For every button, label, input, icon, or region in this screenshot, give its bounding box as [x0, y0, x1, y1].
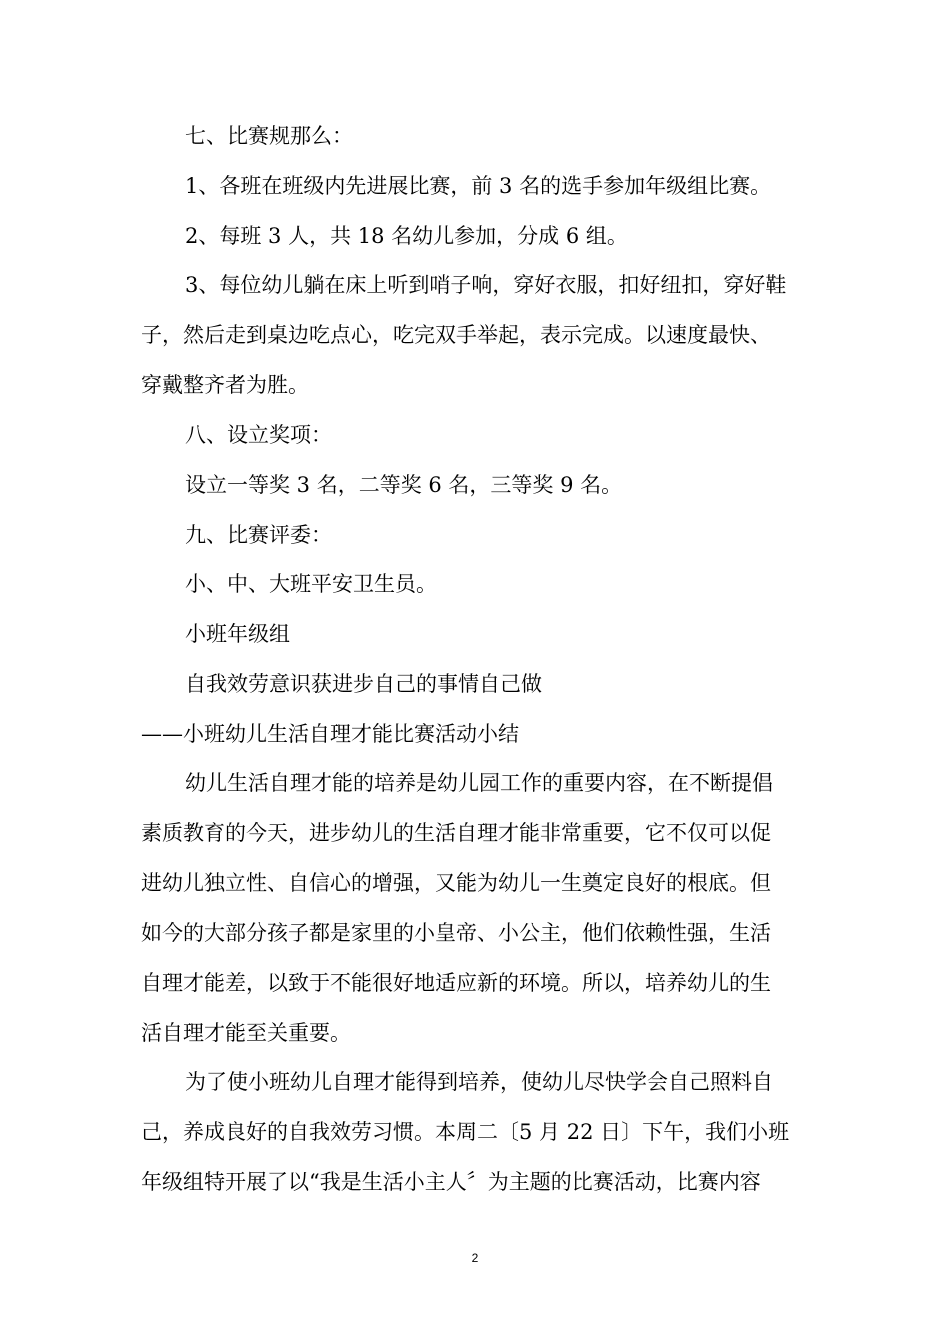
summary-title: 自我效劳意识获进步自己的事情自己做: [185, 672, 542, 696]
section-heading-awards: 八、设立奖项：: [185, 423, 332, 447]
paragraph-2-line-3: 年级组特开展了以“我是生活小主人〞为主题的比赛活动，比赛内容: [141, 1170, 761, 1194]
signature-group: 小班年级组: [185, 622, 290, 646]
awards-text: 设立一等奖 3 名，二等奖 6 名，三等奖 9 名。: [185, 473, 623, 497]
judges-text: 小、中、大班平安卫生员。: [185, 572, 437, 596]
paragraph-1-line-4: 如今的大部分孩子都是家里的小皇帝、小公主，他们依赖性强，生活: [141, 921, 771, 945]
rule-item-3-line-3: 穿戴整齐者为胜。: [141, 373, 309, 397]
rule-item-1: 1、各班在班级内先进展比赛，前 3 名的选手参加年级组比赛。: [185, 174, 772, 198]
rule-item-3-line-1: 3、每位幼儿躺在床上听到哨子响，穿好衣服，扣好纽扣，穿好鞋: [185, 273, 787, 297]
paragraph-1-line-6: 活自理才能至关重要。: [141, 1021, 351, 1045]
paragraph-2-line-1: 为了使小班幼儿自理才能得到培养，使幼儿尽快学会自己照料自: [185, 1070, 773, 1094]
paragraph-2-line-2: 己，养成良好的自我效劳习惯。本周二〔5 月 22 日〕下午，我们小班: [141, 1120, 790, 1144]
section-heading-judges: 九、比赛评委：: [185, 523, 332, 547]
rule-item-3-line-2: 子，然后走到桌边吃点心，吃完双手举起，表示完成。以速度最快、: [141, 323, 771, 347]
paragraph-1-line-2: 素质教育的今天，进步幼儿的生活自理才能非常重要，它不仅可以促: [141, 821, 771, 845]
paragraph-1-line-5: 自理才能差，以致于不能很好地适应新的环境。所以，培养幼儿的生: [141, 971, 771, 995]
page-number: 2: [471, 1251, 479, 1265]
section-heading-rules: 七、比赛规那么：: [185, 124, 353, 148]
rule-item-2: 2、每班 3 人，共 18 名幼儿参加，分成 6 组。: [185, 224, 628, 248]
paragraph-1-line-1: 幼儿生活自理才能的培养是幼儿园工作的重要内容，在不断提倡: [185, 771, 773, 795]
summary-subtitle: ——小班幼儿生活自理才能比赛活动小结: [141, 722, 519, 746]
paragraph-1-line-3: 进幼儿独立性、自信心的增强，又能为幼儿一生奠定良好的根底。但: [141, 871, 771, 895]
